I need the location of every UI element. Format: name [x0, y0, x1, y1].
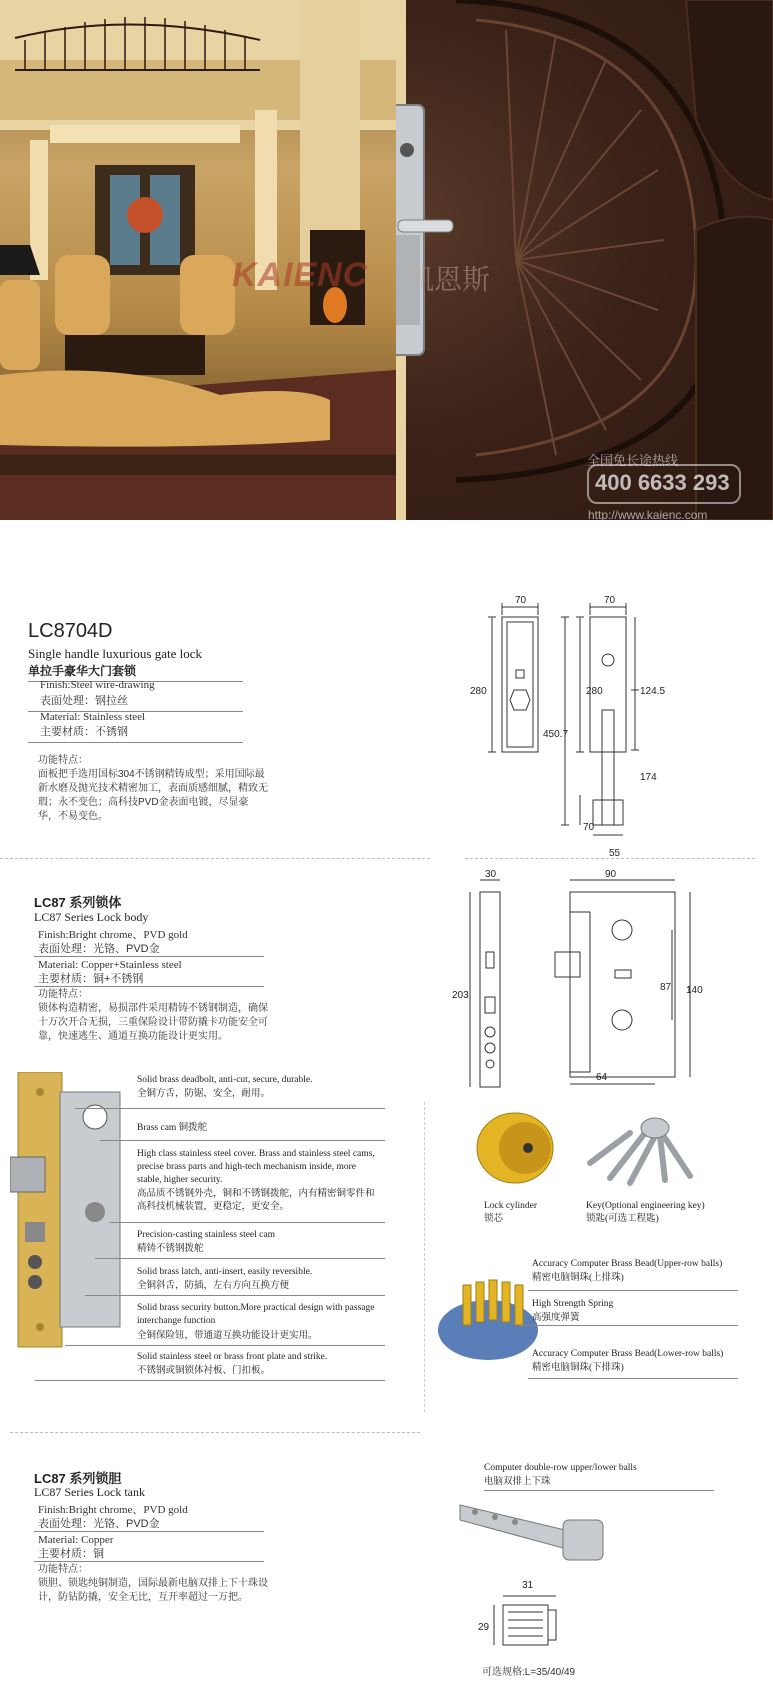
product-model: LC87 系列锁胆	[34, 1471, 122, 1486]
material-en: Material: Copper+Stainless steel	[38, 959, 182, 971]
callout-6-en: Solid brass security button.More practical design with passage interchange function	[137, 1303, 375, 1326]
callout-4-en: Precision-casting stainless steel cam	[137, 1230, 275, 1240]
callout-3-cn: 高品质不锈钢外壳，铜和不锈钢拨舵，内有精密铜零件和高科技机械装置，更稳定，更安全。	[137, 1189, 375, 1212]
dim-d: 55	[609, 848, 621, 859]
material-en: Material: Copper	[38, 1534, 114, 1546]
finish-cn: 表面处理：钢拉丝	[40, 695, 128, 707]
finish-en: Finish:Bright chrome、PVD gold	[38, 1504, 188, 1516]
dim-f: 64	[596, 1072, 608, 1083]
product-model: LC87 系列锁体	[34, 895, 122, 910]
finish-en: Finish:Bright chrome、PVD gold	[38, 929, 188, 941]
cylinder-and-key-image	[470, 1108, 730, 1198]
key-label-en: Key(Optional engineering key)	[586, 1201, 705, 1211]
cutaway-lower-en: Accuracy Computer Brass Bead(Lower-row balls)	[532, 1349, 724, 1359]
dim-a: 30	[485, 869, 497, 880]
cutaway-spring-en: High Strength Spring	[532, 1299, 614, 1309]
key-caption-cn: 电脑双排上下珠	[484, 1477, 551, 1487]
lock-tank-dimension-drawing	[488, 1590, 578, 1660]
callout-7-cn: 不锈钢或铜锁体衬板、门扣板。	[137, 1366, 271, 1376]
size-options: 可选规格:L=35/40/49	[482, 1667, 576, 1678]
finish-cn: 表面处理：光铬、PVD金	[38, 943, 160, 955]
product-name-en: Single handle luxurious gate lock	[28, 646, 203, 661]
hotline-label: 全国免长途热线	[587, 453, 679, 468]
cylinder-label-cn: 锁芯	[484, 1214, 504, 1224]
dim-d: 87	[660, 982, 672, 993]
material-cn: 主要材质：铜	[38, 1548, 104, 1560]
product-name-en: LC87 Series Lock body	[34, 910, 149, 924]
brand-watermark-cn: 凯恩斯	[406, 264, 491, 295]
cutaway-lower-cn: 精密电脑铜珠(下排珠)	[532, 1363, 624, 1373]
dim-b: 90	[605, 869, 617, 880]
material-cn: 主要材质：不锈钢	[40, 726, 128, 738]
cutaway-upper-en: Accuracy Computer Brass Bead(Upper-row balls)	[532, 1259, 723, 1269]
handle-dimension-drawing	[460, 595, 670, 850]
dim-c: 70	[583, 822, 595, 833]
callout-1-cn: 全铜方舌，防锯，安全，耐用。	[137, 1089, 271, 1099]
finish-en: Finish:Steel wire-drawing	[40, 679, 155, 691]
dim-w: 31	[522, 1580, 534, 1591]
dim-w1: 70	[515, 595, 527, 606]
features-title: 功能特点：	[38, 989, 88, 1000]
key-caption-en: Computer double-row upper/lower balls	[484, 1463, 637, 1473]
key-label-cn: 锁匙(可选工程匙)	[586, 1214, 659, 1224]
hotline-number: 400 6633 293	[595, 470, 730, 495]
features-text: 面板把手选用国标304不锈钢精铸成型；采用国际最新水磨及抛光技术精密加工，表面质感细腻，精致无瑕；永不变色；高科技PVD金表面电镀，尽显豪华，不易变色。	[38, 769, 268, 822]
cutaway-spring-cn: 高强度弹簧	[532, 1313, 580, 1323]
features-text: 锁体构造精密，易损部件采用精铸不锈钢制造，确保十万次开合无损，三重保险设计带防撬卡功能安全可靠，快速逃生、通道互换功能设计更实用。	[38, 1003, 268, 1042]
cutaway-upper-cn: 精密电脑铜珠(上排珠)	[532, 1273, 624, 1283]
callout-1-en: Solid brass deadbolt, anti-cut, secure, durable.	[137, 1075, 313, 1085]
dim-b: 174	[640, 772, 657, 783]
dim-h1: 280	[470, 686, 487, 697]
features-title: 功能特点：	[38, 1564, 88, 1575]
features-title: 功能特点：	[38, 755, 88, 766]
computer-key-image	[455, 1490, 615, 1570]
callout-3-en: High class stainless steel cover. Brass and stainless steel cams, precise brass parts and high-tech mechanism inside, more stable, higher security.	[137, 1149, 375, 1185]
callout-5-en: Solid brass latch, anti-insert, easily reversible.	[137, 1267, 313, 1277]
cylinder-label-en: Lock cylinder	[484, 1201, 538, 1211]
callout-4-cn: 精铸不锈钢拨舵	[137, 1244, 204, 1254]
callout-5-cn: 全铜斜舌，防插，左右方向互换方便	[137, 1281, 290, 1291]
dim-total: 450.7	[543, 729, 569, 740]
lock-body-image	[10, 1072, 125, 1352]
product-name-en: LC87 Series Lock tank	[34, 1485, 145, 1499]
website-link[interactable]: http://www.kaienc.com	[588, 508, 708, 522]
hero-banner	[0, 0, 773, 561]
callout-7-en: Solid stainless steel or brass front plate and strike.	[137, 1352, 328, 1362]
dim-c: 203	[452, 990, 469, 1001]
callout-6-cn: 全铜保险钮，带通道互换功能设计更实用。	[137, 1331, 318, 1341]
dim-w2: 70	[604, 595, 616, 606]
dim-h: 29	[478, 1622, 490, 1633]
product-model: LC8704D	[28, 620, 113, 642]
material-en: Material: Stainless steel	[40, 711, 146, 723]
dim-a: 124.5	[640, 686, 666, 697]
dim-h2: 280	[586, 686, 603, 697]
cylinder-cutaway-image	[438, 1270, 538, 1370]
features-text: 锁胆、锁匙纯铜制造，国际最新电脑双排上下十珠设计，防钻防撬，安全无比，互开率超过一万把。	[38, 1578, 268, 1603]
material-cn: 主要材质：铜+不锈钢	[38, 973, 144, 985]
callout-2-en: Brass cam 铜拨舵	[137, 1123, 208, 1133]
brand-watermark-en: KAIENC	[232, 256, 369, 294]
product-name-cn: 单拉手豪华大门套锁	[28, 664, 137, 678]
dim-e: 140	[686, 985, 703, 996]
finish-cn: 表面处理：光铬、PVD金	[38, 1518, 160, 1530]
